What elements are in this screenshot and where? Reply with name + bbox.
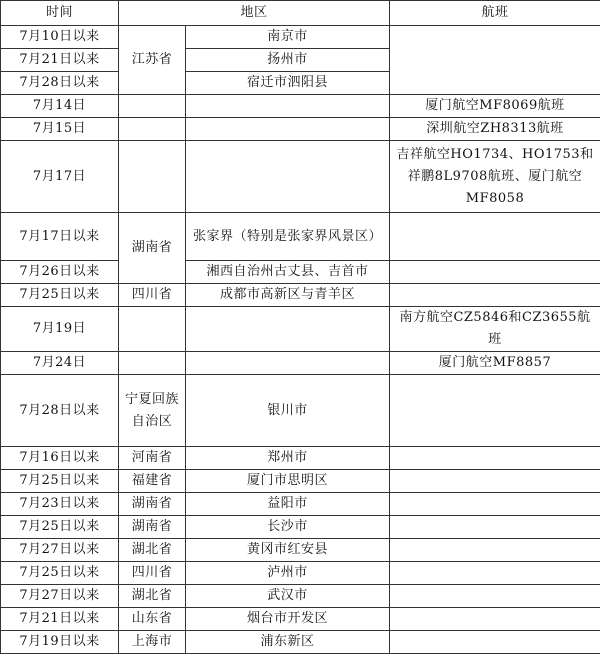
city-cell: 张家界（特别是张家界风景区） bbox=[186, 213, 390, 261]
flight-cell bbox=[390, 631, 600, 654]
table-row bbox=[1, 562, 600, 585]
time-cell: 7月26日以来 bbox=[1, 261, 119, 284]
table-row bbox=[1, 284, 600, 307]
time-cell: 7月19日以来 bbox=[1, 631, 119, 654]
time-cell: 7月17日 bbox=[1, 141, 119, 213]
time-cell: 7月21日以来 bbox=[1, 49, 119, 72]
city-cell: 扬州市 bbox=[186, 49, 390, 72]
province-cell: 湖北省 bbox=[119, 585, 186, 608]
flight-cell bbox=[390, 375, 600, 447]
header-time: 时间 bbox=[1, 1, 119, 26]
time-cell: 7月28日以来 bbox=[1, 72, 119, 95]
table-row bbox=[1, 470, 600, 493]
flight-cell bbox=[390, 493, 600, 516]
table-row bbox=[1, 539, 600, 562]
table-row bbox=[1, 447, 600, 470]
city-cell: 泸州市 bbox=[186, 562, 390, 585]
table-row bbox=[1, 26, 600, 49]
city-cell: 浦东新区 bbox=[186, 631, 390, 654]
table-row bbox=[1, 141, 600, 213]
time-cell: 7月27日以来 bbox=[1, 539, 119, 562]
city-cell bbox=[186, 118, 390, 141]
flight-cell bbox=[390, 447, 600, 470]
flight-cell: 厦门航空MF8857 bbox=[390, 352, 600, 375]
city-cell bbox=[186, 307, 390, 352]
province-cell: 湖北省 bbox=[119, 539, 186, 562]
header-flight: 航班 bbox=[390, 1, 600, 26]
time-cell: 7月25日以来 bbox=[1, 470, 119, 493]
city-cell bbox=[186, 352, 390, 375]
time-cell: 7月23日以来 bbox=[1, 493, 119, 516]
table-row bbox=[1, 631, 600, 654]
flight-cell bbox=[390, 261, 600, 284]
time-cell: 7月21日以来 bbox=[1, 608, 119, 631]
province-cell: 湖南省 bbox=[119, 516, 186, 539]
time-cell: 7月28日以来 bbox=[1, 375, 119, 447]
province-cell: 四川省 bbox=[119, 562, 186, 585]
province-cell bbox=[119, 118, 186, 141]
time-cell: 7月10日以来 bbox=[1, 26, 119, 49]
flight-cell bbox=[390, 516, 600, 539]
table-row bbox=[1, 493, 600, 516]
time-cell: 7月25日以来 bbox=[1, 284, 119, 307]
time-cell: 7月24日 bbox=[1, 352, 119, 375]
city-cell: 宿迁市泗阳县 bbox=[186, 72, 390, 95]
province-cell bbox=[119, 95, 186, 118]
table-row bbox=[1, 307, 600, 352]
province-cell: 江苏省 bbox=[119, 26, 186, 95]
time-cell: 7月14日 bbox=[1, 95, 119, 118]
province-cell bbox=[119, 352, 186, 375]
table-row bbox=[1, 516, 600, 539]
time-cell: 7月16日以来 bbox=[1, 447, 119, 470]
city-cell: 成都市高新区与青羊区 bbox=[186, 284, 390, 307]
city-cell: 厦门市思明区 bbox=[186, 470, 390, 493]
province-cell: 福建省 bbox=[119, 470, 186, 493]
table-row bbox=[1, 95, 600, 118]
time-cell: 7月19日 bbox=[1, 307, 119, 352]
table-row bbox=[1, 118, 600, 141]
province-cell: 四川省 bbox=[119, 284, 186, 307]
city-cell bbox=[186, 95, 390, 118]
province-cell bbox=[119, 141, 186, 213]
province-cell: 湖南省 bbox=[119, 213, 186, 284]
province-cell: 宁夏回族自治区 bbox=[119, 375, 186, 447]
time-cell: 7月27日以来 bbox=[1, 585, 119, 608]
flight-cell: 南方航空CZ5846和CZ3655航班 bbox=[390, 307, 600, 352]
table-row bbox=[1, 375, 600, 447]
flight-cell: 吉祥航空HO1734、HO1753和祥鹏8L9708航班、厦门航空MF8058 bbox=[390, 141, 600, 213]
city-cell bbox=[186, 141, 390, 213]
header-region: 地区 bbox=[119, 1, 390, 26]
city-cell: 南京市 bbox=[186, 26, 390, 49]
city-cell: 益阳市 bbox=[186, 493, 390, 516]
flight-cell bbox=[390, 562, 600, 585]
city-cell: 长沙市 bbox=[186, 516, 390, 539]
city-cell: 郑州市 bbox=[186, 447, 390, 470]
time-cell: 7月15日 bbox=[1, 118, 119, 141]
flight-cell bbox=[390, 470, 600, 493]
time-cell: 7月17日以来 bbox=[1, 213, 119, 261]
city-cell: 武汉市 bbox=[186, 585, 390, 608]
province-cell: 湖南省 bbox=[119, 493, 186, 516]
province-cell bbox=[119, 307, 186, 352]
flight-cell bbox=[390, 608, 600, 631]
table-row bbox=[1, 261, 600, 284]
table-row bbox=[1, 608, 600, 631]
flight-cell bbox=[390, 26, 600, 95]
time-cell: 7月25日以来 bbox=[1, 516, 119, 539]
flight-cell bbox=[390, 585, 600, 608]
flight-cell bbox=[390, 213, 600, 261]
flight-cell: 深圳航空ZH8313航班 bbox=[390, 118, 600, 141]
flight-cell bbox=[390, 284, 600, 307]
flight-cell: 厦门航空MF8069航班 bbox=[390, 95, 600, 118]
city-cell: 烟台市开发区 bbox=[186, 608, 390, 631]
province-cell: 河南省 bbox=[119, 447, 186, 470]
city-cell: 银川市 bbox=[186, 375, 390, 447]
table-row bbox=[1, 585, 600, 608]
flight-cell bbox=[390, 539, 600, 562]
table-row bbox=[1, 352, 600, 375]
table-row bbox=[1, 213, 600, 261]
city-cell: 湘西自治州古丈县、吉首市 bbox=[186, 261, 390, 284]
province-cell: 上海市 bbox=[119, 631, 186, 654]
time-cell: 7月25日以来 bbox=[1, 562, 119, 585]
province-cell: 山东省 bbox=[119, 608, 186, 631]
header-row bbox=[1, 1, 600, 26]
city-cell: 黄冈市红安县 bbox=[186, 539, 390, 562]
